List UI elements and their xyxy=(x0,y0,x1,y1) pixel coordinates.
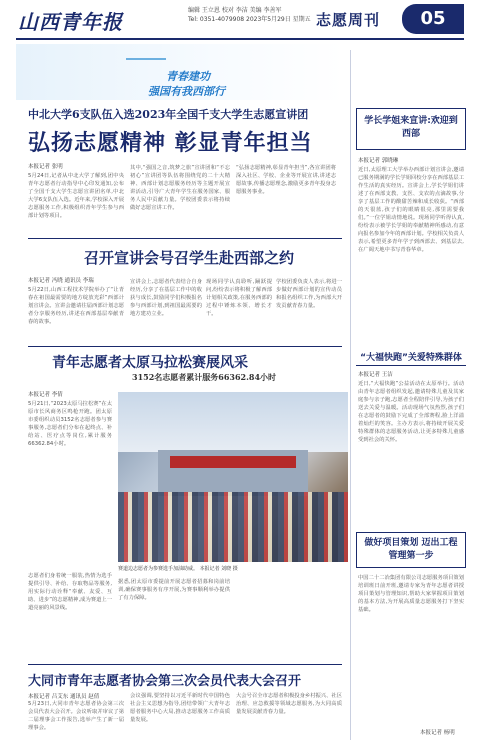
congress-column-3: 大会号召全市志愿者积极投身乡村振兴、社区治理、应急救援等领域志愿服务,为大同高质量发展贡献青春力量。 xyxy=(236,693,342,715)
divider xyxy=(28,664,342,665)
recruit-byline: 本报记者 冯晓 通讯员 李瑞 xyxy=(28,278,94,284)
meta-contact-date: Tel: 0351-4079908 2023年5月29日 星期五 xyxy=(188,16,311,23)
banner-decoration xyxy=(126,58,166,60)
lead-column-3: “弘扬志愿精神,彰显青年担当”,各宣讲团将深入社区、学校、企业等开展宣讲,讲述志愿故事,传播志愿理念,激励更多青年投身志愿服务事业。 xyxy=(236,165,336,195)
banner-slogan-1: 青春建功 xyxy=(166,70,210,83)
newspaper-logo: 山西青年报 xyxy=(18,10,123,34)
marathon-byline: 本报记者 李倩 xyxy=(28,392,63,398)
page-number-badge: 05 xyxy=(402,4,464,34)
masthead-meta xyxy=(188,6,311,24)
right-article-2-body: 近日,“大福快跑”公益活动在太原举行。活动由青年志愿者组织发起,邀请特殊儿童及其家庭参与亲子跑,志愿者全程陪伴引导,为孩子们送去关爱与温暖。活动现场气氛热烈,孩子们在志愿者的鼓励下完成了全部赛程,脸上洋溢着灿烂的笑容。主办方表示,将持续开展关爱特殊群体的志愿服务活动,让更多特殊儿童感受到社会的关怀。 xyxy=(358,381,464,443)
marathon-subhead: 3152名志愿者累计服务66362.84小时 xyxy=(132,372,277,382)
meta-editors: 编辑 王立恩 校对 李洁 美编 李善军 xyxy=(188,7,282,14)
marathon-photo xyxy=(118,392,348,562)
recruit-column-1: 5月22日,山西工程技术学院举办了“让青春在祖国最需要的地方绽放光彩”西部计划宣讲会。宣讲会邀请往届西部计划志愿者分享服务经历,讲述在西部基层奉献青春的故事。 xyxy=(28,287,124,325)
congress-headline: 大同市青年志愿者协会第三次会员代表大会召开 xyxy=(28,674,302,689)
right-article-3-title-box xyxy=(356,532,466,568)
right-article-3-footer: 本报记者 杨明 xyxy=(420,730,455,736)
lead-column-2: 其中,“强国之音,筑梦之旅”宣讲团和“不忘初心”宣讲团等队伍将围绕党的二十大精神、西部计划志愿服务经历等主题开展宣讲活动,引导广大青年学生在服务国家、服务人民中贡献力量。学校团委表示将持续做好志愿宣讲工作。 xyxy=(130,165,230,211)
marathon-column-2: 志愿者们身着统一服装,热情为选手提供引导、补给、存取物品等服务,用实际行动诠释“奉献、友爱、互助、进步”的志愿精神,成为赛道上一道亮丽的风景线。 xyxy=(28,573,112,611)
lead-headline: 弘扬志愿精神 彰显青年担当 xyxy=(28,130,313,156)
right-article-2-byline: 本报记者 王洁 xyxy=(358,372,393,378)
right-article-3-title: 做好项目策划 迈出工程管理第一步 xyxy=(364,538,458,561)
divider xyxy=(356,365,466,366)
banner-slogan-2: 强国有我西部行 xyxy=(148,85,225,98)
column-divider xyxy=(350,50,351,740)
lead-kicker: 中北大学6支队伍入选2023年全国千支大学生志愿宣讲团 xyxy=(28,108,309,121)
right-article-2-title: “大福快跑”关爱特殊群体 xyxy=(360,353,462,363)
right-article-1-byline: 本报记者 郭晓琳 xyxy=(358,158,399,164)
lead-byline: 本报记者 张明 xyxy=(28,164,63,170)
marathon-headline: 青年志愿者太原马拉松赛展风采 xyxy=(52,355,248,371)
masthead xyxy=(16,0,464,40)
right-article-1-title: 学长学姐来宣讲:欢迎到西部 xyxy=(364,116,458,139)
marathon-column-1: 5月21日,“2023太原马拉松赛”在太原市长风商务区鸣枪开跑。团太原市委组织动员3152名志愿者参与赛事服务,志愿者们分布在起终点、补给站、医疗点等岗位,累计服务66362.84小时。 xyxy=(28,401,112,447)
divider xyxy=(28,346,342,347)
section-title: 志愿周刊 xyxy=(316,11,381,29)
recruit-column-3: 现场同学认真聆听,踊跃提问,纷纷表示将积极了解西部计划相关政策,在服务西部的过程中锤炼本领、增长才干。 xyxy=(206,279,272,317)
right-article-1-body: 近日,太原理工大学举办西部计划宣讲会,邀请已服务期满的学长学姐回校分享在西部基层工作生活的真实经历。宣讲会上,学长学姐们讲述了在西部支教、支医、支农的点滴故事,分享了基层工作的酸甜苦辣和成长收获。“西部的天很蓝,孩子们的眼睛很亮,那里需要我们。”一位学姐动情地说。现场同学听得认真,纷纷表示被学长学姐的奉献精神所感动,有意向报名参加今年的西部计划。学校相关负责人表示,希望更多青年学子到西部去、到基层去,在广阔天地中书写青春华章。 xyxy=(358,167,464,253)
congress-column-2: 会议强调,要坚持以习近平新时代中国特色社会主义思想为指导,团结带领广大青年志愿者服务中心大局,推动志愿服务工作高质量发展。 xyxy=(130,693,230,723)
recruit-headline: 召开宣讲会号召学生赴西部之约 xyxy=(84,249,295,267)
marathon-column-3: 据悉,团太原市委提前开展志愿者招募和岗前培训,确保赛事服务有序开展,为赛事顺利举办提供了有力保障。 xyxy=(118,579,230,601)
congress-byline: 本报记者 吕艾东 通讯员 赵倩 xyxy=(28,694,100,700)
section-banner xyxy=(16,44,344,100)
right-article-3-body: 中国二十二冶集团有限公司志愿服务项目策划培训班日前开班,邀请专家为青年志愿者讲授项目策划与管理知识,帮助大家掌握项目策划的基本方法,为开展高质量志愿服务打下坚实基础。 xyxy=(358,575,464,613)
congress-column-1: 5月23日,大同市青年志愿者协会第三次会员代表大会召开。会议听取并审议了第二届理事会工作报告,选举产生了新一届理事会。 xyxy=(28,701,124,731)
lead-column-1: 5月24日,记者从中北大学了解到,团中央青年志愿者行动指导中心印发通知,公布了全国千支大学生志愿宣讲团名单,中北大学6支队伍入选。近年来,学校深入开展志愿服务工作,积极组织青年学生参与西部计划等项目。 xyxy=(28,173,124,219)
photo-caption: 赛道边志愿者为参赛选手加油助威。 本报记者 刘晓 摄 xyxy=(118,566,238,572)
divider xyxy=(28,238,342,239)
recruit-column-4: 学校团委负责人表示,将进一步做好西部计划的宣传动员和报名组织工作,为西部大开发贡献青春力量。 xyxy=(276,279,342,309)
recruit-column-2: 宣讲会上,志愿者代表结合自身经历,分享了在基层工作中的收获与成长,鼓励同学们积极报名参与西部计划,到祖国最需要的地方建功立业。 xyxy=(130,279,202,317)
right-article-1-title-box xyxy=(356,108,466,150)
